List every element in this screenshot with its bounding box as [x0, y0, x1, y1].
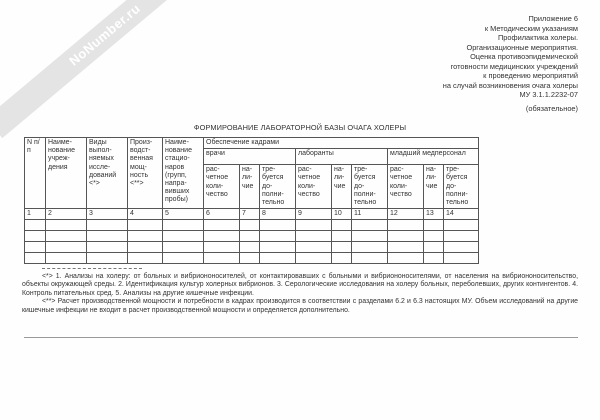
- column-number: 3: [87, 209, 128, 220]
- appendix-line: к проведению мероприятий: [483, 71, 578, 80]
- column-number: 7: [240, 209, 260, 220]
- header-group-lab-assistants: лаборанты: [296, 149, 388, 165]
- column-number: 9: [296, 209, 332, 220]
- header-available: на- ли- чие: [424, 165, 444, 209]
- header-row-number: N п/п: [25, 138, 46, 209]
- header-available: на- ли- чие: [240, 165, 260, 209]
- header-institution: Наиме- нование учреж- дения: [46, 138, 87, 209]
- page-title: ФОРМИРОВАНИЕ ЛАБОРАТОРНОЙ БАЗЫ ОЧАГА ХОЛЕРЫ: [193, 123, 407, 132]
- appendix-line: на случай возникновения очага холеры: [442, 80, 578, 90]
- header-capacity: Произ- водст- венная мощ- ность <**>: [128, 138, 163, 209]
- header-group-doctors: врачи: [204, 149, 296, 165]
- appendix-line: Приложение 6: [528, 14, 578, 23]
- header-research-types: Виды выпол- няемых иссле- дований <*>: [87, 138, 128, 209]
- header-hospitals: Наиме- нование стацио- наров (групп, напра- вивших пробы): [163, 138, 204, 209]
- column-number: 6: [204, 209, 240, 220]
- header-required: тре- буется до- полни- тельно: [444, 165, 479, 209]
- column-number: 12: [388, 209, 424, 220]
- header-staffing: Обеспечение кадрами: [204, 138, 479, 149]
- footnote-separator: [42, 268, 142, 269]
- table-row: [25, 242, 479, 253]
- appendix-line: Оценка противоэпидемической: [470, 52, 578, 61]
- table-row: [25, 231, 479, 242]
- appendix-line: к Методическим указаниям: [484, 23, 578, 33]
- appendix-line: Профилактика холеры.: [497, 33, 578, 42]
- column-number: 10: [332, 209, 352, 220]
- table-row: [25, 253, 479, 264]
- footnote-1: <*> 1. Анализы на холеру: от больных и вибриононосителей, от контактировавших с больными и вибриононосителями, от населения на вибриононосительство, объекты окружающей среды. 2. Идентификация культур холерных вибрионов. 3. Серологические исследования на холеру больных, переболевших, других контингентов. 4. Контроль питательных сред. 5. Анализы на другие кишечные инфекции.: [22, 273, 578, 297]
- appendix-line: готовности медицинских учреждений: [450, 61, 578, 71]
- footnote-2: <**> Расчет производственной мощности и потребности в кадрах производится в соответствии с разделами 6.2 и 6.3 настоящих МУ. Объем исследований на другие кишечные инфекции не входит в расчет производственной мощности и определяется дополнительно.: [22, 298, 578, 314]
- column-number: 13: [424, 209, 444, 220]
- column-number: 11: [352, 209, 388, 220]
- watermark: NoNumber.ru: [0, 0, 224, 138]
- column-number: 4: [128, 209, 163, 220]
- appendix-header: [278, 14, 578, 100]
- header-required: тре- буется до- полни- тельно: [352, 165, 388, 209]
- table-row: [25, 220, 479, 231]
- header-calculated: рас- четное коли- чество: [296, 165, 332, 209]
- mandatory-label: (обязательное): [525, 104, 578, 113]
- header-group-junior-staff: младший медперсонал: [388, 149, 479, 165]
- column-number-row: [25, 209, 479, 220]
- appendix-line: МУ 3.1.1.2232-07: [519, 90, 578, 99]
- appendix-line: Организационные мероприятия.: [466, 42, 578, 52]
- column-number: 1: [25, 209, 46, 220]
- header-calculated: рас- четное коли- чество: [204, 165, 240, 209]
- column-number: 2: [46, 209, 87, 220]
- footnotes: [22, 268, 578, 315]
- column-number: 8: [260, 209, 296, 220]
- lab-base-table: [24, 137, 479, 264]
- bottom-divider: [24, 337, 578, 339]
- header-required: тре- буется до- полни- тельно: [260, 165, 296, 209]
- header-calculated: рас- четное коли- чество: [388, 165, 424, 209]
- column-number: 5: [163, 209, 204, 220]
- header-available: на- ли- чие: [332, 165, 352, 209]
- column-number: 14: [444, 209, 479, 220]
